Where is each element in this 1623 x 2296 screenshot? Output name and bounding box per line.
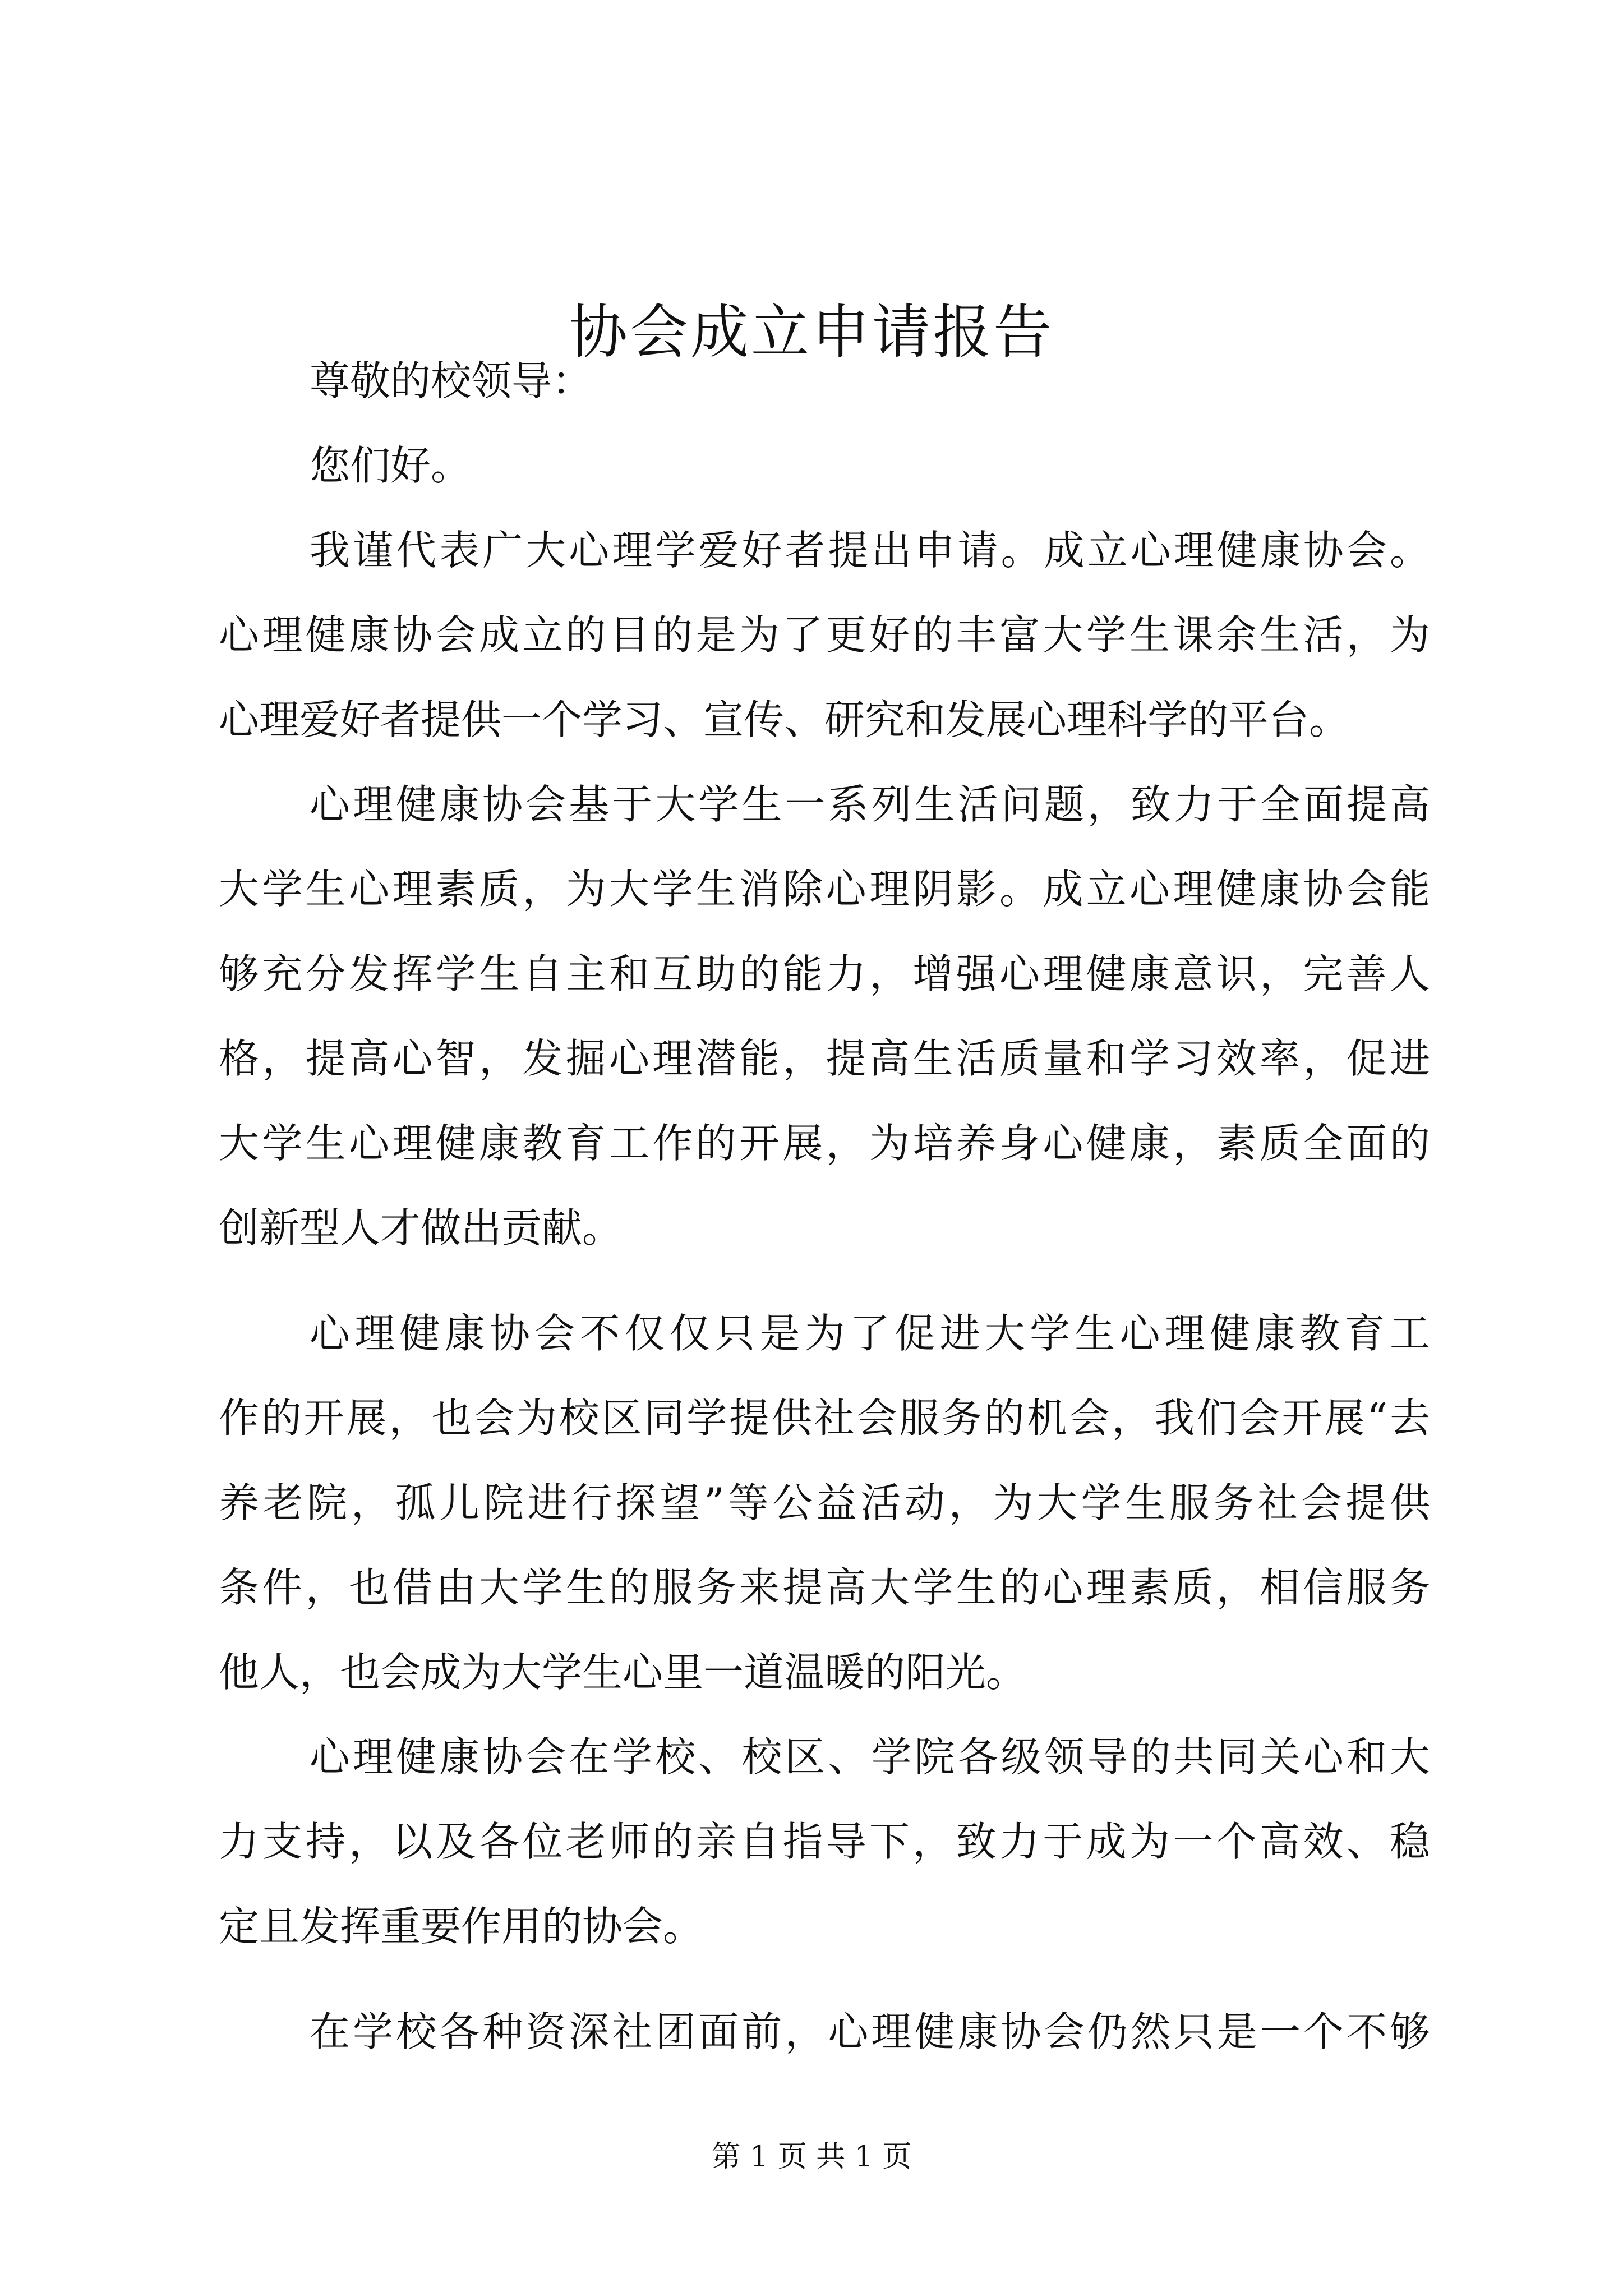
text-line: 尊敬的校领导： (310, 357, 593, 404)
text-line: 大学生心理素质，为大学生消除心理阴影。成立心理健康协会能 (219, 866, 1430, 913)
paragraph (219, 339, 1430, 424)
text-line: 作的开展，也会为校区同学提供社会服务的机会，我们会开展“去 (219, 1395, 1430, 1442)
document-body (219, 339, 1430, 2074)
text-line: 他人，也会成为大学生心里一道温暖的阳光。 (219, 1649, 1027, 1696)
text-line: 心理健康协会在学校、校区、学院各级领导的共同关心和大 (310, 1733, 1430, 1780)
text-line: 养老院，孤儿院进行探望”等公益活动，为大学生服务社会提供 (219, 1479, 1430, 1526)
paragraph (219, 1990, 1430, 2074)
paragraph (219, 508, 1430, 762)
paragraph (219, 424, 1430, 508)
text-line: 力支持，以及各位老师的亲自指导下，致力于成为一个高效、稳 (219, 1818, 1430, 1865)
text-line: 您们好。 (310, 442, 472, 489)
text-line: 创新型人才做出贡献。 (219, 1204, 623, 1251)
text-line: 心理健康协会成立的目的是为了更好的丰富大学生课余生活，为 (219, 611, 1430, 659)
text-line: 在学校各种资深社团面前，心理健康协会仍然只是一个不够 (310, 2008, 1430, 2055)
text-line: 格，提高心智，发掘心理潜能，提高生活质量和学习效率，促进 (219, 1035, 1430, 1082)
text-line: 心理健康协会基于大学生一系列生活问题，致力于全面提高 (310, 781, 1430, 828)
text-line: 够充分发挥学生自主和互助的能力，增强心理健康意识，完善人 (219, 950, 1430, 997)
text-line: 定且发挥重要作用的协会。 (219, 1903, 704, 1950)
paragraph (219, 1715, 1430, 1969)
text-line: 心理爱好者提供一个学习、宣传、研究和发展心理科学的平台。 (219, 696, 1350, 743)
text-line: 我谨代表广大心理学爱好者提出申请。成立心理健康协会。 (310, 527, 1430, 574)
text-line: 条件，也借由大学生的服务来提高大学生的心理素质，相信服务 (219, 1564, 1430, 1611)
document-title: 协会成立申请报告 (569, 298, 1054, 366)
paragraph (219, 1291, 1430, 1715)
page-footer: 第 1 页 共 1 页 (711, 2140, 912, 2174)
text-line: 心理健康协会不仅仅只是为了促进大学生心理健康教育工 (310, 1310, 1430, 1357)
text-line: 大学生心理健康教育工作的开展，为培养身心健康，素质全面的 (219, 1120, 1430, 1167)
paragraph (219, 762, 1430, 1271)
